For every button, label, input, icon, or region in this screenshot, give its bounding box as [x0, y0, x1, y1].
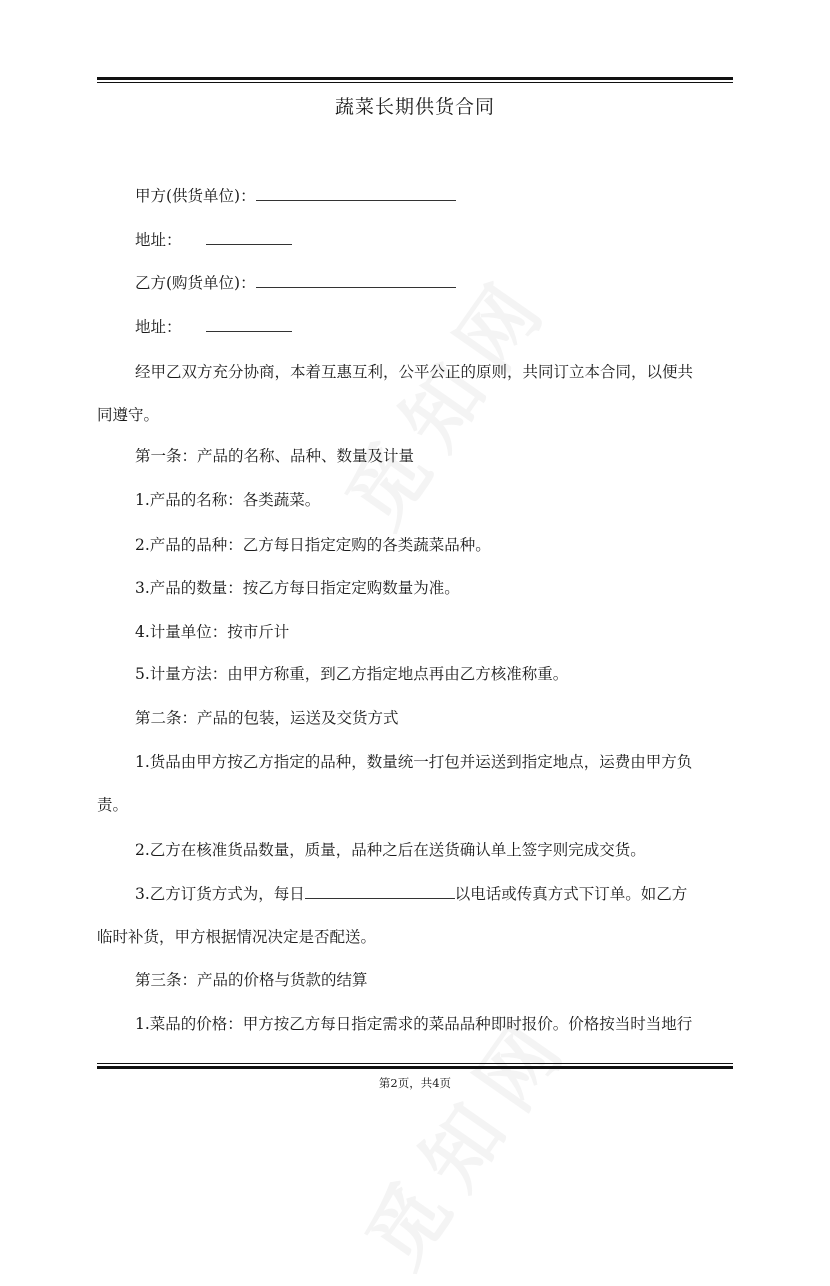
article-1-item-4: 4.计量单位：按市斤计 — [135, 623, 290, 641]
party-a-label: 甲方(供货单位)： — [135, 187, 256, 205]
address-a-blank — [206, 230, 292, 245]
intro-line-2: 同遵守。 — [97, 406, 160, 424]
header-rule-thick — [97, 77, 733, 80]
address-b-blank — [206, 317, 292, 332]
address-a-row — [135, 230, 292, 250]
header-rule-thin — [97, 82, 733, 83]
party-b-row — [135, 273, 456, 293]
article-3-heading: 第三条：产品的价格与货款的结算 — [135, 971, 368, 989]
article-3-item-1: 1.菜品的价格：甲方按乙方每日指定需求的菜品品种即时报价。价格按当时当地行 — [135, 1015, 693, 1033]
article-2-item-1-line-1: 1.货品由甲方按乙方指定的品种，数量统一打包并运送到指定地点，运费由甲方负 — [135, 753, 693, 771]
order-time-blank — [305, 884, 455, 899]
document-title: 蔬菜长期供货合同 — [334, 96, 495, 118]
article-2-item-2: 2.乙方在核准货品数量，质量，品种之后在送货确认单上签字则完成交货。 — [135, 841, 646, 859]
article-1-heading: 第一条：产品的名称、品种、数量及计量 — [135, 447, 415, 465]
party-a-row — [135, 186, 456, 206]
article-2-item-1-line-2: 责。 — [97, 796, 129, 814]
page-number: 第2页，共4页 — [378, 1076, 452, 1090]
article-1-item-5: 5.计量方法：由甲方称重，到乙方指定地点再由乙方核准称重。 — [135, 665, 569, 683]
footer-rule-thin — [97, 1063, 733, 1064]
party-b-blank — [256, 273, 456, 288]
article-2-item-3-part-1: 3.乙方订货方式为，每日 — [135, 885, 305, 903]
article-2-item-3-line-1 — [135, 884, 687, 904]
article-1-item-1: 1.产品的名称：各类蔬菜。 — [135, 491, 321, 509]
address-b-row — [135, 317, 292, 337]
address-b-label: 地址： — [135, 318, 182, 336]
article-2-item-3-line-2: 临时补货，甲方根据情况决定是否配送。 — [97, 928, 377, 946]
address-a-label: 地址： — [135, 231, 182, 249]
footer-rule-thick — [97, 1066, 733, 1069]
article-1-item-3: 3.产品的数量：按乙方每日指定定购数量为准。 — [135, 579, 460, 597]
intro-line-1: 经甲乙双方充分协商，本着互惠互利，公平公正的原则，共同订立本合同，以便共 — [135, 363, 694, 381]
party-a-blank — [256, 186, 456, 201]
article-2-heading: 第二条：产品的包装，运送及交货方式 — [135, 709, 399, 727]
article-2-item-3-part-2: 以电话或传真方式下订单。如乙方 — [454, 885, 688, 903]
party-b-label: 乙方(购货单位)： — [135, 274, 256, 292]
article-1-item-2: 2.产品的品种：乙方每日指定定购的各类蔬菜品种。 — [135, 536, 491, 554]
